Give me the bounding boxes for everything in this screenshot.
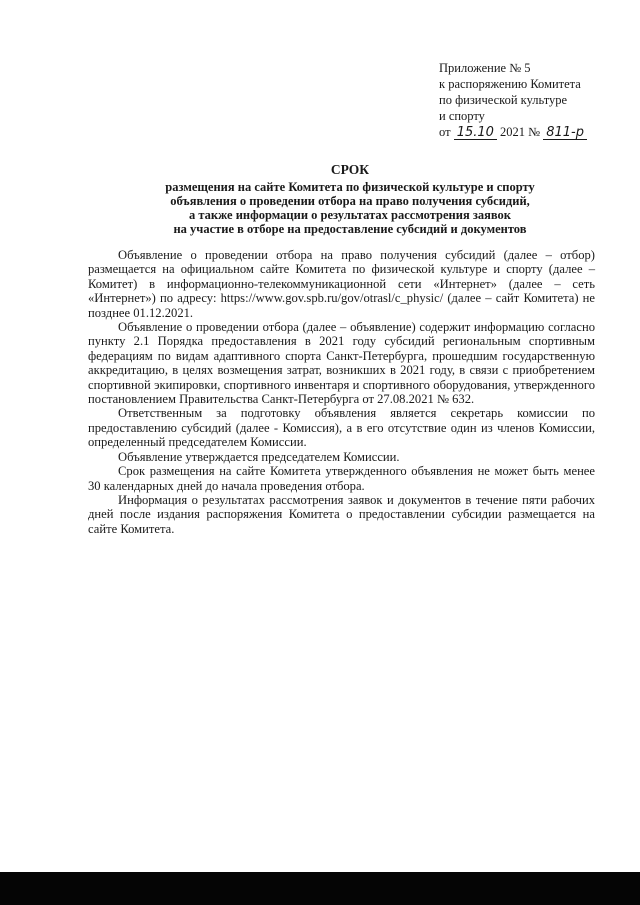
- appendix-number: Приложение № 5: [439, 61, 531, 75]
- date-prefix: от: [439, 125, 451, 139]
- title-line-4: на участие в отборе на предоставление субсидий и документов: [173, 222, 527, 236]
- title-main: СРОК: [330, 162, 370, 177]
- scan-border: [0, 872, 640, 905]
- appendix-order-line: к распоряжению Комитета: [439, 77, 581, 91]
- appendix-date-line: [439, 124, 629, 140]
- document-title: [100, 163, 600, 236]
- paragraph-approval: Объявление утверждается председателем Комиссии.: [118, 449, 400, 464]
- year-and-number-label: 2021 №: [500, 125, 541, 139]
- title-line-1: размещения на сайте Комитета по физической культуре и спорту: [165, 180, 535, 194]
- document-body: [88, 248, 595, 536]
- appendix-sport-line: и спорту: [439, 109, 485, 123]
- paragraph-responsible-person: Ответственным за подготовку объявления является секретарь комиссии по предоставлению субсидий (далее - Комиссия), а в его отсутствие один из членов Комиссии, определенный председателем Комиссии.: [88, 406, 595, 450]
- title-line-2: объявления о проведении отбора на право получения субсидий,: [170, 194, 530, 208]
- paragraph-announcement-placement: Объявление о проведении отбора на право получения субсидий (далее – отбор) размещается на официальном сайте Комитета по физической культуре и спорту (далее – Комитет) в информационно-телекоммуникационной сети «Интернет» (далее – сеть «Интернет») по адресу: https://www.gov.spb.ru/gov/otrasl/c_physic/ (далее – сайт Комитета) не позднее 01.12.2021.: [88, 248, 595, 320]
- appendix-committee-line: по физической культуре: [439, 93, 568, 107]
- handwritten-date: 15.10: [454, 126, 497, 140]
- appendix-header: [439, 60, 629, 140]
- paragraph-announcement-content: Объявление о проведении отбора (далее – объявление) содержит информацию согласно пункту 2.1 Порядка предоставления в 2021 году субсидий региональным спортивным федерациям по видам адаптивного спорта Санкт-Петербурга, прошедшим государственную аккредитацию, в целях возмещения затрат, возникших в 2021 году, в связи с приобретением спортивной экипировки, спортивного инвентаря и спортивного оборудования, утвержденного постановлением Правительства Санкт-Петербурга от 27.08.2021 № 632.: [88, 320, 595, 407]
- handwritten-order-number: 811-р: [543, 126, 587, 140]
- paragraph-results-info: Информация о результатах рассмотрения заявок и документов в течение пяти рабочих дней после издания распоряжения Комитета о предоставлении субсидии размещается на сайте Комитета.: [88, 492, 595, 536]
- paragraph-placement-term: Срок размещения на сайте Комитета утвержденного объявления не может быть менее 30 календарных дней до начала проведения отбора.: [88, 464, 595, 493]
- title-line-3: а также информации о результатах рассмотрения заявок: [189, 208, 511, 222]
